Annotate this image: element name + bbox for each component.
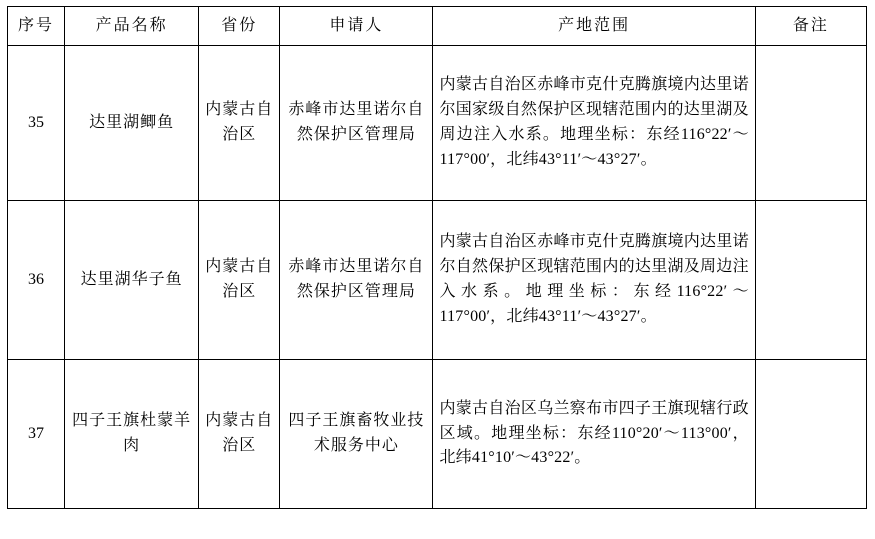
cell-origin-range: 内蒙古自治区赤峰市克什克腾旗境内达里诺尔国家级自然保护区现辖范围内的达里湖及周边注入水系。地理坐标：东经116°22′～117°00′，北纬43°11′～43°27′。 bbox=[433, 46, 755, 201]
cell-applicant: 赤峰市达里诺尔自然保护区管理局 bbox=[280, 46, 433, 201]
cell-note bbox=[755, 360, 866, 509]
product-registry-table bbox=[7, 6, 867, 509]
column-header-province: 省份 bbox=[199, 7, 280, 46]
column-header-origin-range: 产地范围 bbox=[433, 7, 755, 46]
cell-applicant: 四子王旗畜牧业技术服务中心 bbox=[280, 360, 433, 509]
cell-sequence: 35 bbox=[8, 46, 65, 201]
cell-sequence: 37 bbox=[8, 360, 65, 509]
table-row bbox=[8, 360, 867, 509]
table-body bbox=[8, 46, 867, 509]
cell-note bbox=[755, 201, 866, 360]
cell-origin-range: 内蒙古自治区乌兰察布市四子王旗现辖行政区域。地理坐标：东经110°20′～113°00′，北纬41°10′～43°22′。 bbox=[433, 360, 755, 509]
cell-product-name: 达里湖华子鱼 bbox=[65, 201, 199, 360]
column-header-applicant: 申请人 bbox=[280, 7, 433, 46]
column-header-note: 备注 bbox=[755, 7, 866, 46]
cell-province: 内蒙古自治区 bbox=[199, 46, 280, 201]
table-header bbox=[8, 7, 867, 46]
cell-province: 内蒙古自治区 bbox=[199, 360, 280, 509]
table-row bbox=[8, 201, 867, 360]
cell-note bbox=[755, 46, 866, 201]
table-header-row bbox=[8, 7, 867, 46]
column-header-product-name: 产品名称 bbox=[65, 7, 199, 46]
cell-province: 内蒙古自治区 bbox=[199, 201, 280, 360]
cell-applicant: 赤峰市达里诺尔自然保护区管理局 bbox=[280, 201, 433, 360]
cell-sequence: 36 bbox=[8, 201, 65, 360]
cell-product-name: 四子王旗杜蒙羊肉 bbox=[65, 360, 199, 509]
cell-product-name: 达里湖鲫鱼 bbox=[65, 46, 199, 201]
document-page bbox=[0, 6, 875, 539]
column-header-sequence: 序号 bbox=[8, 7, 65, 46]
table-row bbox=[8, 46, 867, 201]
cell-origin-range: 内蒙古自治区赤峰市克什克腾旗境内达里诺尔自然保护区现辖范围内的达里湖及周边注入水系。地理坐标：东经116°22′～117°00′，北纬43°11′～43°27′。 bbox=[433, 201, 755, 360]
